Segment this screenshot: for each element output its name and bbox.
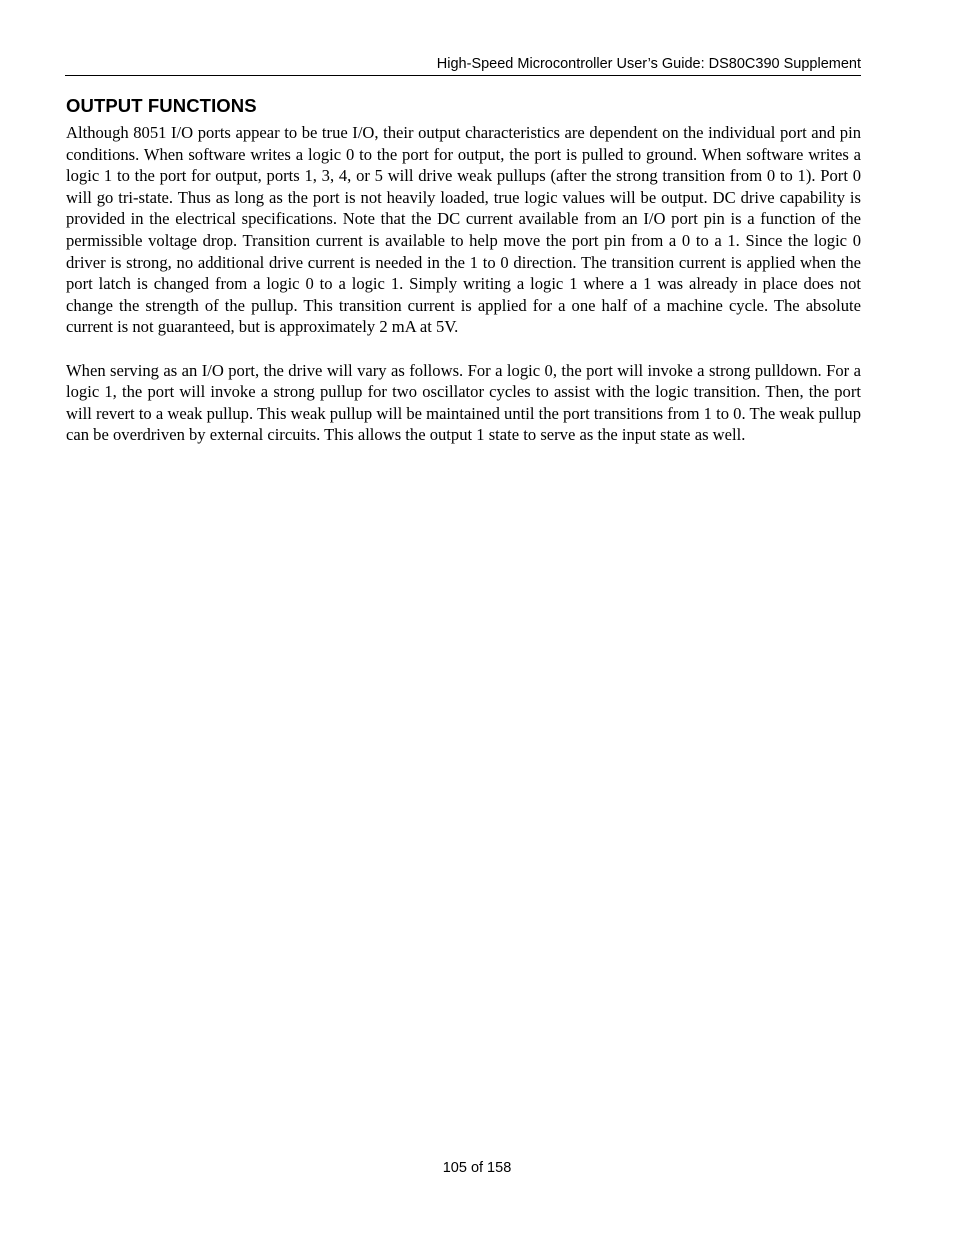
- document-title: High-Speed Microcontroller User’s Guide: DS80C390 Supplement: [436, 56, 861, 72]
- page-header: [65, 55, 861, 76]
- section-heading: OUTPUT FUNCTIONS: [66, 95, 257, 116]
- main-content: [66, 94, 861, 446]
- page-number: 105 of 158: [442, 1160, 512, 1176]
- body-paragraph-2: When serving as an I/O port, the drive will vary as follows. For a logic 0, the port will invoke a strong pulldown. For a logic 1, the port will invoke a strong pullup for two oscillator cycles to assist with the logic transition. Then, the port will revert to a weak pullup. This weak pullup will be maintained until the port transitions from 1 to 0. The weak pullup can be overdriven by external circuits. This allows the output 1 state to serve as the input state as well.: [66, 360, 861, 445]
- body-paragraph-1: Although 8051 I/O ports appear to be true I/O, their output characteristics are dependent on the individual port and pin conditions. When software writes a logic 0 to the port for output, the port is pulled to ground. When software writes a logic 1 to the port for output, ports 1, 3, 4, or 5 will drive weak pullups (after the strong transition from 0 to 1). Port 0 will go tri-state. Thus as long as the port is not heavily loaded, true logic values will be output. DC drive capability is provided in the electrical specifications. Note that the DC current available from an I/O port pin is a function of the permissible voltage drop. Transition current is available to help move the port pin from a 0 to a 1. Since the logic 0 driver is strong, no additional drive current is needed in the 1 to 0 direction. The transition current is applied when the port latch is changed from a logic 0 to a logic 1. Simply writing a logic 1 where a 1 was already in place does not change the strength of the pullup. This transition current is applied for a one half of a machine cycle. The absolute current is not guaranteed, but is approximately 2 mA at 5V.: [66, 123, 861, 337]
